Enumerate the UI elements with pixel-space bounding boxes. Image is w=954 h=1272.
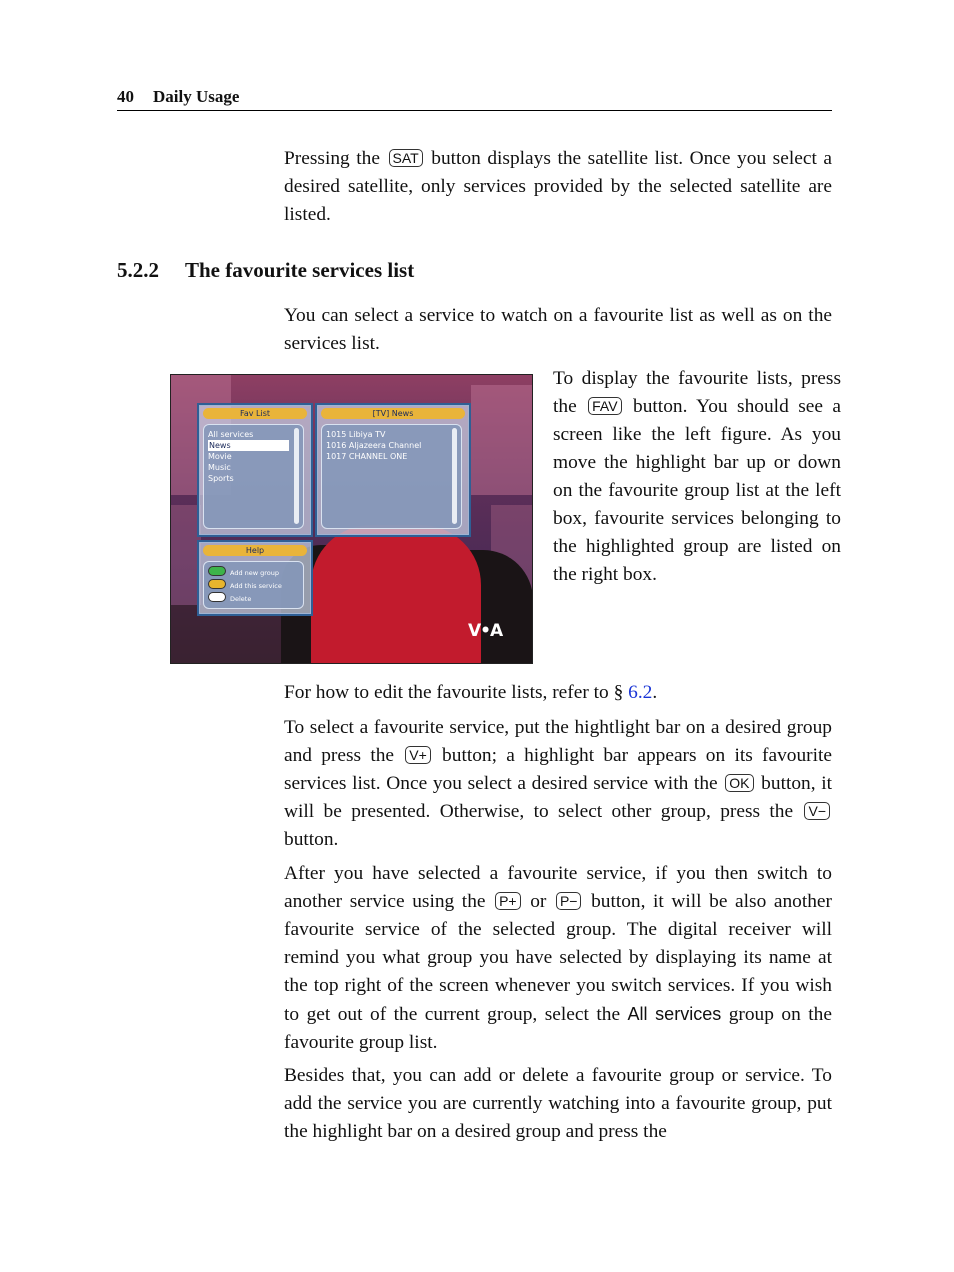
paragraph-switch-service: After you have selected a favourite service, if you then switch to another service using the P+ or P− button, it will be also another favourite service of the selected group. The digital receiver will remind you what group you have selected by displaying its name at the top right of the screen whenever you switch services. If you wish to get out of the current group, select the All services group on the favourite group list. [284, 863, 832, 1053]
services-title: [TV] News [321, 408, 465, 419]
paragraph-select-service: To select a favourite service, put the hightlight bar on a desired group and press the V+ button; a highlight bar appears on its favourite services list. Once you select a desired service with the OK button, it will be presented. Otherwise, to select other group, press the V− button. [284, 717, 832, 850]
section-link[interactable]: 6.2 [628, 682, 653, 703]
group-item: Movie [208, 452, 232, 461]
paragraph-edit-ref: For how to edit the favourite lists, refer to § 6.2. [284, 682, 658, 703]
sat-key: SAT [389, 149, 423, 167]
group-list [203, 424, 304, 529]
service-scrollbar [452, 428, 457, 524]
group-item: All services [208, 430, 254, 439]
voa-logo: V•A [468, 621, 503, 641]
group-item: Sports [208, 474, 234, 483]
paragraph-sat: Pressing the SAT button displays the satellite list. Once you select a desired satellite, only services provided by the selected satellite are listed. [284, 148, 832, 225]
page-number: 40 [117, 87, 134, 106]
fav-list-title: Fav List [203, 408, 307, 419]
pplus-key: P+ [495, 892, 521, 910]
help-panel [197, 540, 313, 616]
fav-key: FAV [588, 397, 621, 415]
group-item-selected: News [208, 440, 289, 451]
help-add-group: Add new group [208, 566, 279, 578]
favourite-list-screenshot [170, 374, 533, 664]
group-scrollbar [294, 428, 299, 524]
vminus-key: V− [804, 802, 830, 820]
pminus-key: P− [556, 892, 582, 910]
ok-key: OK [725, 774, 753, 792]
section-number: 5.2.2 [117, 258, 159, 282]
vplus-key: V+ [405, 746, 431, 764]
service-item: 1017 CHANNEL ONE [326, 452, 408, 461]
paragraph-intro: You can select a service to watch on a favourite list as well as on the services list. [284, 305, 832, 354]
service-item: 1015 Libiya TV [326, 430, 386, 439]
chapter-title: Daily Usage [153, 87, 240, 106]
green-button-icon [208, 566, 226, 576]
paragraph-fav-display: To display the favourite lists, press the FAV button. You should see a screen like the left figure. As you move the highlight bar up or down on the favourite group list at the left box, favourite services belonging to the highlighted group are listed on the right box. [553, 368, 842, 585]
yellow-button-icon [208, 579, 226, 589]
running-header [117, 86, 832, 111]
help-list [203, 561, 304, 609]
group-item: Music [208, 463, 231, 472]
section-title: The favourite services list [185, 258, 415, 282]
fav-list-panel [197, 403, 313, 537]
paragraph-add-delete: Besides that, you can add or delete a favourite group or service. To add the service you are currently watching into a favourite group, put the highlight bar on a desired group and press the [284, 1065, 832, 1142]
service-item: 1016 Aljazeera Channel [326, 441, 422, 450]
service-list [321, 424, 462, 529]
help-title: Help [203, 545, 307, 556]
help-delete: Delete [208, 592, 251, 604]
help-add-service: Add this service [208, 579, 282, 591]
all-services-label: All services [627, 1004, 722, 1024]
white-button-icon [208, 592, 226, 602]
services-panel [315, 403, 471, 537]
